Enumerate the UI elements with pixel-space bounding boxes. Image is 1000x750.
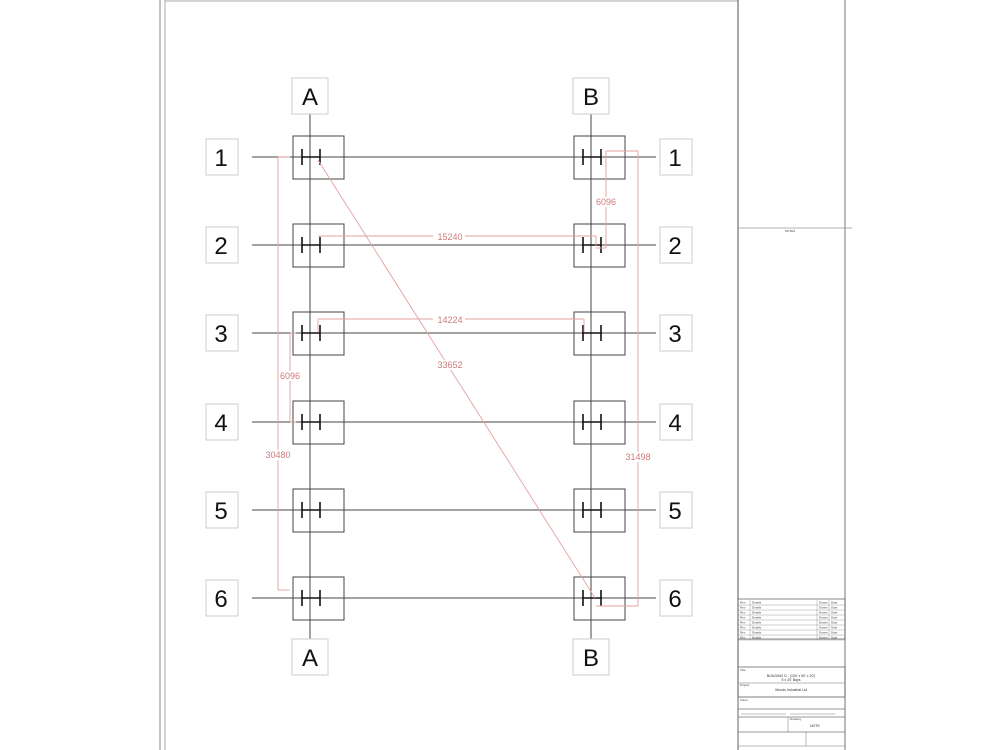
revision-date: Date [831, 635, 838, 640]
grid-bubble-b-bottom [573, 639, 609, 675]
title-block [738, 229, 845, 746]
grid-bubble-4-right [660, 404, 692, 440]
client-label: Client [740, 698, 748, 702]
revision-date: Date [831, 625, 838, 630]
revision-rev: Rev [740, 630, 746, 635]
dim-line-diagonal [318, 160, 595, 598]
bubble-label: 5 [668, 498, 682, 525]
bubble-label: 3 [214, 321, 228, 348]
revision-date: Date [831, 610, 838, 615]
revision-rev: Rev [740, 625, 746, 630]
drawing-value: NOTE [810, 724, 820, 728]
revision-by: Drawn [819, 600, 828, 605]
dim-diagonal-value: 33652 [437, 360, 463, 370]
revision-desc: Details [752, 620, 762, 625]
revision-desc: Details [752, 625, 762, 630]
title-line-2: 5 x 20' Bays [781, 678, 801, 682]
bubble-label: 1 [214, 145, 228, 172]
grid-bubble-a-bottom [292, 639, 328, 675]
revision-date: Date [831, 630, 838, 635]
revision-by: Drawn [819, 625, 828, 630]
revision-date: Date [831, 620, 838, 625]
grid-bubble-3-left [206, 315, 238, 351]
revision-desc: Details [752, 630, 762, 635]
revision-by: Drawn [819, 630, 828, 635]
grid-bubble-1-left [206, 139, 238, 175]
bubble-label: A [301, 645, 319, 672]
title-box [738, 667, 845, 697]
revision-desc: Details [752, 635, 762, 640]
dim-span-mid-value: 14224 [437, 315, 463, 325]
revision-desc: Details [752, 600, 762, 605]
bubble-label: 2 [214, 233, 228, 260]
grid-bubble-4-left [206, 404, 238, 440]
grid-bubble-3-right [660, 315, 692, 351]
grid-bubble-6-right [660, 580, 692, 616]
dim-bay-right-value: 6096 [595, 197, 617, 207]
bubble-label: B [582, 645, 600, 672]
sheet-info-box [738, 732, 845, 746]
title-label: Title [740, 668, 746, 672]
bubble-label: 3 [668, 321, 682, 348]
grid-bubble-5-right [660, 492, 692, 528]
column-b3 [0, 0, 625, 355]
drawing-label: Drawing [790, 717, 802, 721]
revision-date: Date [831, 600, 838, 605]
bubble-label: 4 [214, 410, 228, 437]
notes-header: NOTES [784, 229, 796, 233]
bubble-label: 1 [668, 145, 682, 172]
info-row-box [738, 709, 845, 717]
bubble-label: 6 [214, 586, 228, 613]
revision-rev: Rev [740, 610, 746, 615]
revision-rows [738, 600, 845, 640]
revision-by: Drawn [819, 635, 828, 640]
bubble-label: 2 [668, 233, 682, 260]
column-b2 [0, 0, 625, 267]
revision-date: Date [831, 605, 838, 610]
revision-date: Date [831, 615, 838, 620]
revision-by: Drawn [819, 620, 828, 625]
project-name: Woods Industrial Ltd [775, 688, 807, 692]
grid-bubble-b-top [573, 78, 609, 114]
dim-overall-right-value: 31498 [625, 452, 651, 462]
column-a2 [0, 0, 344, 267]
grid-bubble-1-right [660, 139, 692, 175]
grid-bubble-a-top [292, 78, 328, 114]
revision-rev: Rev [740, 620, 746, 625]
dim-bay-left-value: 6096 [279, 371, 301, 381]
revision-rev: Rev [740, 600, 746, 605]
revision-by: Drawn [819, 610, 828, 615]
revision-rev: Rev [740, 615, 746, 620]
column-a3 [0, 0, 344, 355]
revision-rev: Rev [740, 635, 746, 640]
bubble-label: 5 [214, 498, 228, 525]
revision-desc: Details [752, 605, 762, 610]
dimension-annotations [261, 151, 653, 606]
grid-bubble-2-right [660, 227, 692, 263]
grid-bubble-5-left [206, 492, 238, 528]
bubble-label: 4 [668, 410, 682, 437]
revision-desc: Details [752, 615, 762, 620]
grid-bubble-2-left [206, 227, 238, 263]
grid-bubble-6-left [206, 580, 238, 616]
dim-overall-left-value: 30480 [265, 450, 291, 460]
bubble-label: B [582, 84, 600, 111]
revision-by: Drawn [819, 615, 828, 620]
title-line-1: BUILDING D - (100' x 50' x 20') [766, 674, 816, 678]
column-b4 [0, 0, 625, 444]
client-box [738, 697, 845, 709]
revision-rev: Rev [740, 605, 746, 610]
revision-desc: Details [752, 610, 762, 615]
project-label: Project [740, 683, 750, 687]
revision-by: Drawn [819, 605, 828, 610]
bubble-label: 6 [668, 586, 682, 613]
dim-span-top-value: 15240 [437, 232, 463, 242]
bubble-label: A [301, 84, 319, 111]
